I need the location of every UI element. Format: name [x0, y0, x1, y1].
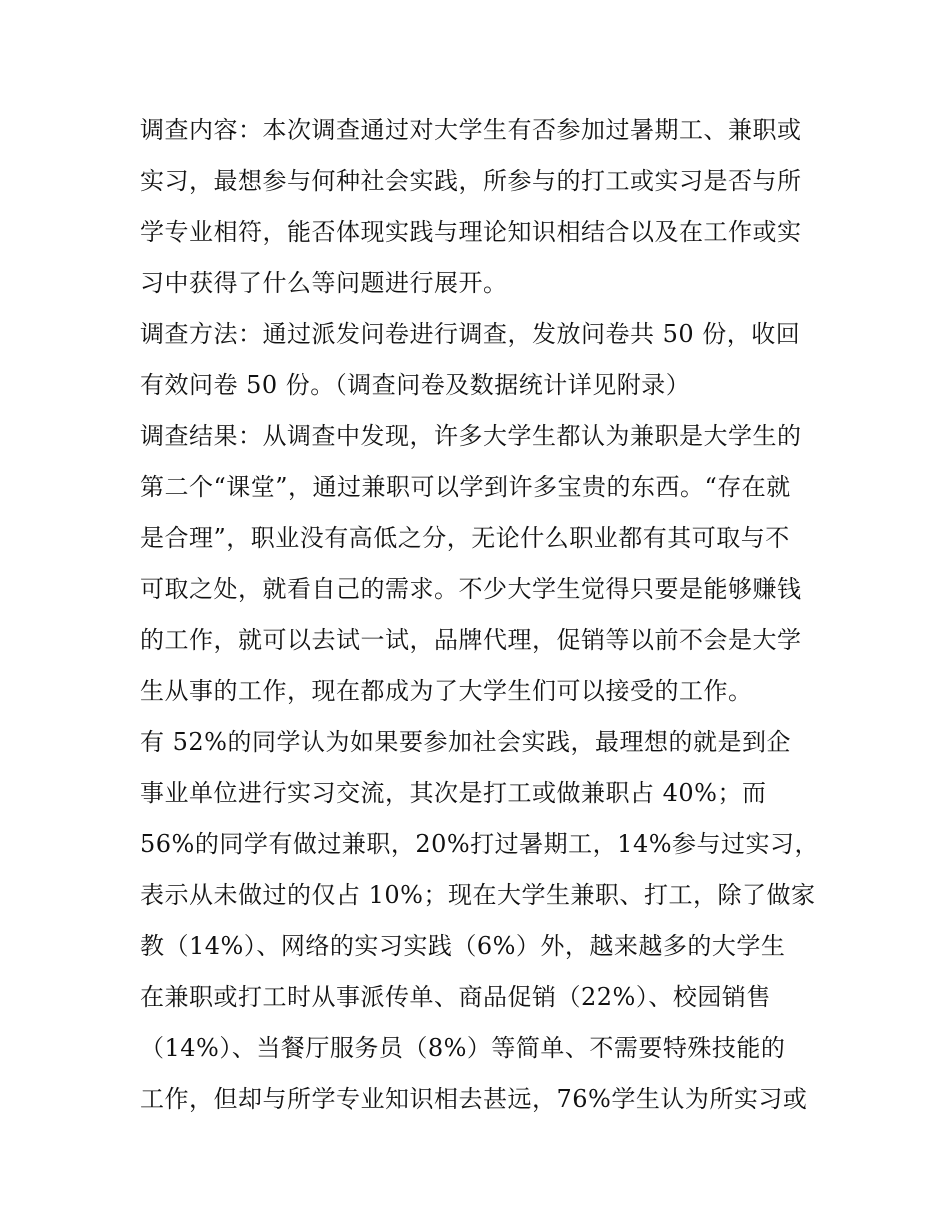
text-line: 可取之处，就看自己的需求。不少大学生觉得只要是能够赚钱 [140, 575, 802, 603]
text-line: 工作，但却与所学专业知识相去甚远，76%学生认为所实习或 [140, 1085, 808, 1113]
text-line: 教（14%）、网络的实习实践（6%）外，越来越多的大学生 [140, 932, 786, 960]
text-line: 在兼职或打工时从事派传单、商品促销（22%）、校园销售 [140, 983, 771, 1011]
text-line: 事业单位进行实习交流，其次是打工或做兼职占 40%；而 [140, 779, 767, 807]
text-line: 表示从未做过的仅占 10%；现在大学生兼职、打工，除了做家 [140, 881, 816, 909]
text-line: 有效问卷 50 份。（调查问卷及数据统计详见附录） [140, 371, 691, 399]
document-body [140, 110, 820, 1130]
text-line: 56%的同学有做过兼职，20%打过暑期工，14%参与过实习， [140, 830, 820, 858]
text-line: 调查内容：本次调查通过对大学生有否参加过暑期工、兼职或 [140, 116, 802, 144]
text-line: 第二个“课堂”，通过兼职可以学到许多宝贵的东西。“存在就 [140, 473, 791, 501]
text-line: 是合理”，职业没有高低之分，无论什么职业都有其可取与不 [140, 524, 790, 552]
text-line: 生从事的工作，现在都成为了大学生们可以接受的工作。 [140, 677, 753, 705]
text-line: 有 52%的同学认为如果要参加社会实践，最理想的就是到企 [140, 728, 791, 756]
text-line: 学专业相符，能否体现实践与理论知识相结合以及在工作或实 [140, 218, 802, 246]
text-line: 调查方法：通过派发问卷进行调查，发放问卷共 50 份，收回 [140, 320, 801, 348]
text-line: （14%）、当餐厅服务员（8%）等简单、不需要特殊技能的 [140, 1034, 786, 1062]
text-line: 实习，最想参与何种社会实践，所参与的打工或实习是否与所 [140, 167, 802, 195]
text-line: 的工作，就可以去试一试，品牌代理，促销等以前不会是大学 [140, 626, 802, 654]
text-line: 调查结果：从调查中发现，许多大学生都认为兼职是大学生的 [140, 422, 802, 450]
text-line: 习中获得了什么等问题进行展开。 [140, 269, 508, 297]
